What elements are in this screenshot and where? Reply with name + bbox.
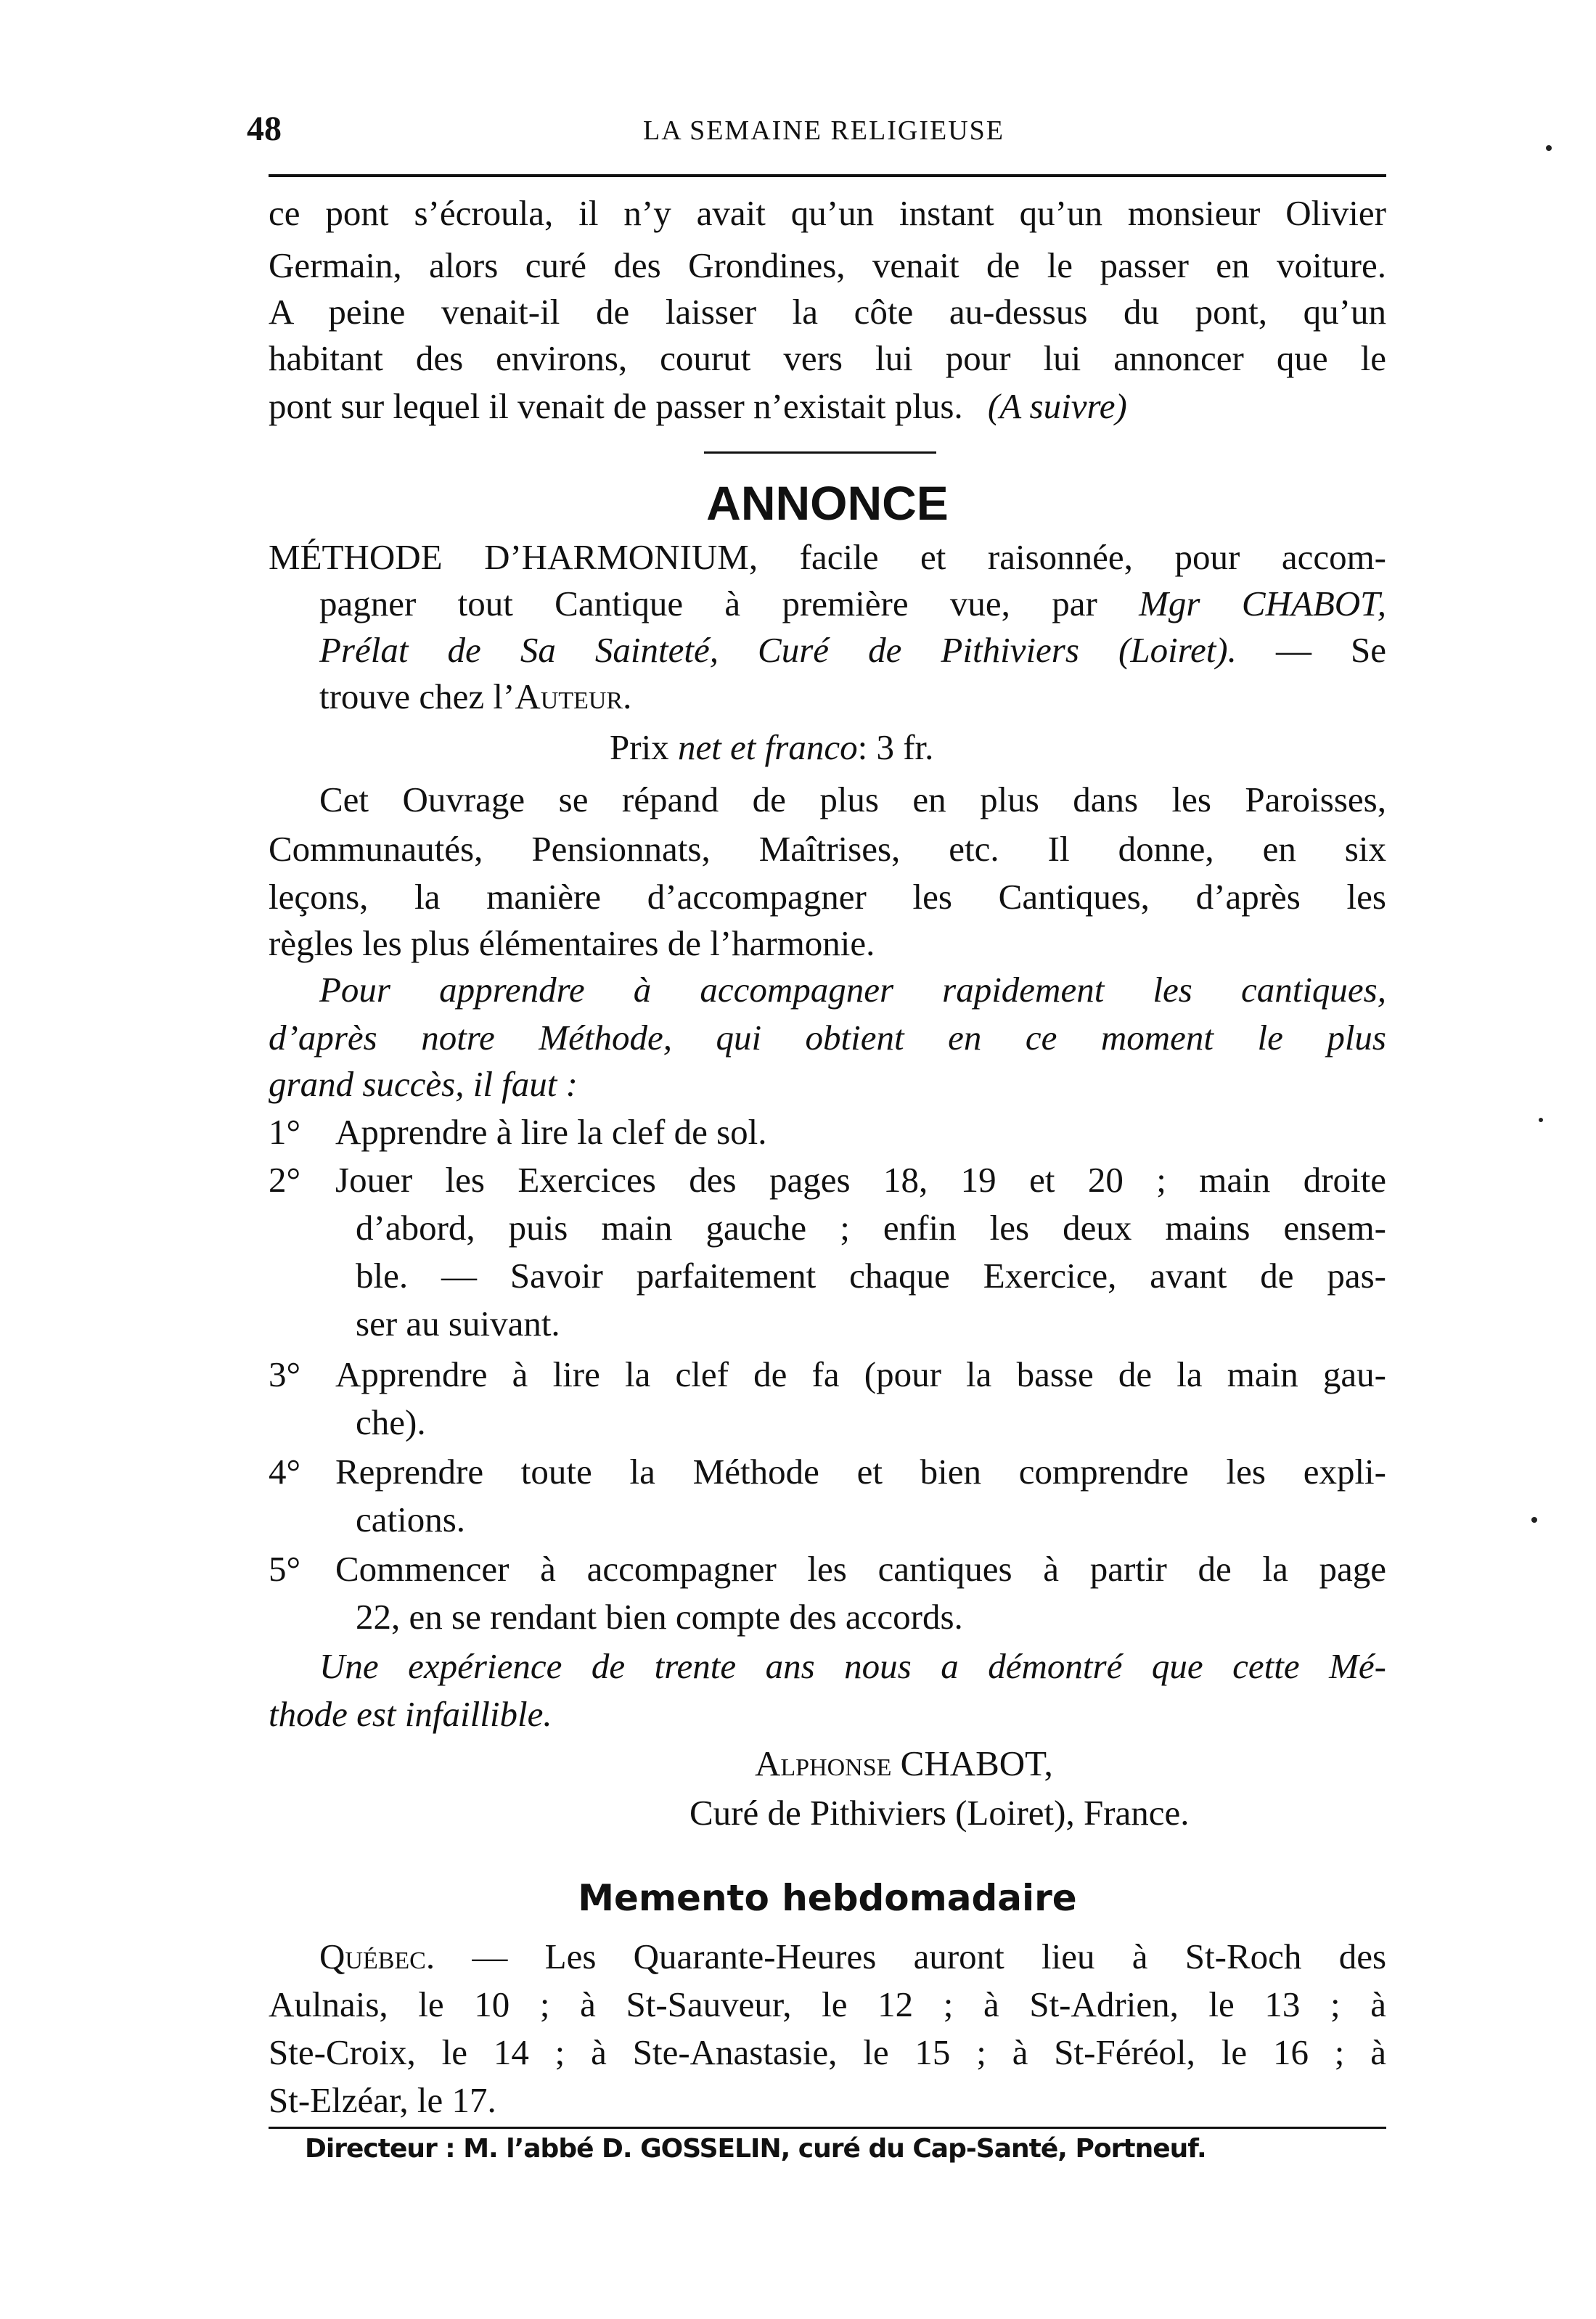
memento-heading: Memento hebdomadaire xyxy=(578,1877,1077,1919)
signature-first-name: Alphonse xyxy=(755,1743,892,1783)
author-title: Prélat de Sa Sainteté, Curé de Pithiviers (Loiret). xyxy=(319,630,1237,670)
step-line: Apprendre à lire la clef de sol. xyxy=(335,1112,767,1152)
continuation-line xyxy=(269,383,1386,430)
annonce-intro-line xyxy=(319,627,1386,674)
step-number: 3° xyxy=(269,1354,301,1394)
step-number: 4° xyxy=(269,1452,301,1492)
step-line: Apprendre à lire la clef de fa (pour la basse de la main gau- xyxy=(335,1354,1386,1394)
step-number: 1° xyxy=(269,1112,301,1152)
annonce-intro-line xyxy=(319,674,1386,720)
footer-rule xyxy=(269,2127,1386,2129)
memento-place: Québec. xyxy=(319,1936,435,1976)
memento-line xyxy=(319,1934,1386,1980)
price-terms: net et franco xyxy=(677,727,858,767)
intro-text: — Se xyxy=(1275,630,1386,670)
step-line: ser au suivant. xyxy=(356,1304,560,1343)
step-line: Commencer à accompagner les cantiques à partir de la page xyxy=(335,1549,1386,1589)
print-speck xyxy=(1531,1517,1537,1523)
continuation-line: A peine venait-il de laisser la côte au-dessus du pont, qu’un xyxy=(269,292,1386,332)
footer-director: Directeur : M. l’abbé D. GOSSELIN, curé du Cap-Santé, Portneuf. xyxy=(305,2134,1206,2164)
step-line: Reprendre toute la Méthode et bien comprendre les expli- xyxy=(335,1452,1386,1492)
step-number: 2° xyxy=(269,1160,301,1200)
step-line: 22, en se rendant bien compte des accords. xyxy=(356,1597,963,1637)
closing-line: Une expérience de trente ans nous a démontré que cette Mé- xyxy=(319,1646,1386,1686)
annonce-heading: ANNONCE xyxy=(706,476,949,530)
continuation-line: habitant des environs, courut vers lui pour lui annoncer que le xyxy=(269,338,1386,378)
page-number: 48 xyxy=(247,110,282,148)
step-line: Jouer les Exercices des pages 18, 19 et 20 ; main droite xyxy=(335,1160,1386,1200)
signature-name xyxy=(755,1741,1053,1787)
closing-line: thode est infaillible. xyxy=(269,1694,552,1734)
price-value: : 3 fr. xyxy=(857,727,934,767)
body-line: Cet Ouvrage se répand de plus en plus dans les Paroisses, xyxy=(319,780,1386,819)
memento-line: Ste-Croix, le 14 ; à Ste-Anastasie, le 15 ; à St-Féréol, le 16 ; à xyxy=(269,2032,1386,2072)
annonce-intro-line xyxy=(319,581,1386,627)
memento-text: — Les Quarante-Heures auront lieu à St-Roch des xyxy=(472,1936,1387,1976)
continuation-line: Germain, alors curé des Grondines, venait de le passer en voiture. xyxy=(269,245,1386,285)
price-label: Prix xyxy=(610,727,669,767)
to-follow-note: (A suivre) xyxy=(987,386,1127,426)
step-line: cations. xyxy=(356,1500,466,1539)
body-line: règles les plus élémentaires de l’harmonie. xyxy=(269,923,875,963)
print-speck xyxy=(1546,145,1552,151)
memento-line: St-Elzéar, le 17. xyxy=(269,2080,496,2120)
header-rule xyxy=(269,174,1386,177)
continuation-last-line: pont sur lequel il venait de passer n’existait plus. xyxy=(269,386,963,426)
annonce-intro-line xyxy=(269,534,1386,581)
intro-text: trouve chez l’ xyxy=(319,676,515,716)
step-line: d’abord, puis main gauche ; enfin les deux mains ensem- xyxy=(356,1208,1386,1248)
intro-text: pagner tout Cantique à première vue, par xyxy=(319,584,1097,623)
italic-line: Pour apprendre à accompagner rapidement les cantiques, xyxy=(319,970,1386,1010)
signature-place: Curé de Pithiviers (Loiret), France. xyxy=(689,1793,1190,1833)
memento-line: Aulnais, le 10 ; à St-Sauveur, le 12 ; à St-Adrien, le 13 ; à xyxy=(269,1984,1386,2024)
method-title: MÉTHODE D’HARMONIUM, xyxy=(269,537,758,577)
body-line: Communautés, Pensionnats, Maîtrises, etc. Il donne, en six xyxy=(269,829,1386,869)
intro-text: facile et raisonnée, pour accom- xyxy=(799,537,1386,577)
page-header xyxy=(247,109,1401,160)
author-ref: Auteur. xyxy=(515,676,632,716)
step-line: che). xyxy=(356,1402,426,1442)
step-number: 5° xyxy=(269,1549,301,1589)
signature-last-name: CHABOT, xyxy=(900,1743,1053,1783)
print-speck xyxy=(1539,1118,1543,1122)
continuation-line: ce pont s’écroula, il n’y avait qu’un instant qu’un monsieur Olivier xyxy=(269,193,1386,233)
running-title: LA SEMAINE RELIGIEUSE xyxy=(643,115,1004,146)
body-line: leçons, la manière d’accompagner les Cantiques, d’après les xyxy=(269,877,1386,917)
step-line: ble. — Savoir parfaitement chaque Exercice, avant de pas- xyxy=(356,1256,1386,1296)
italic-line: d’après notre Méthode, qui obtient en ce moment le plus xyxy=(269,1018,1386,1058)
price-line xyxy=(610,724,1190,771)
italic-line: grand succès, il faut : xyxy=(269,1064,578,1104)
author-name: Mgr CHABOT, xyxy=(1139,584,1386,623)
section-divider xyxy=(704,451,936,454)
